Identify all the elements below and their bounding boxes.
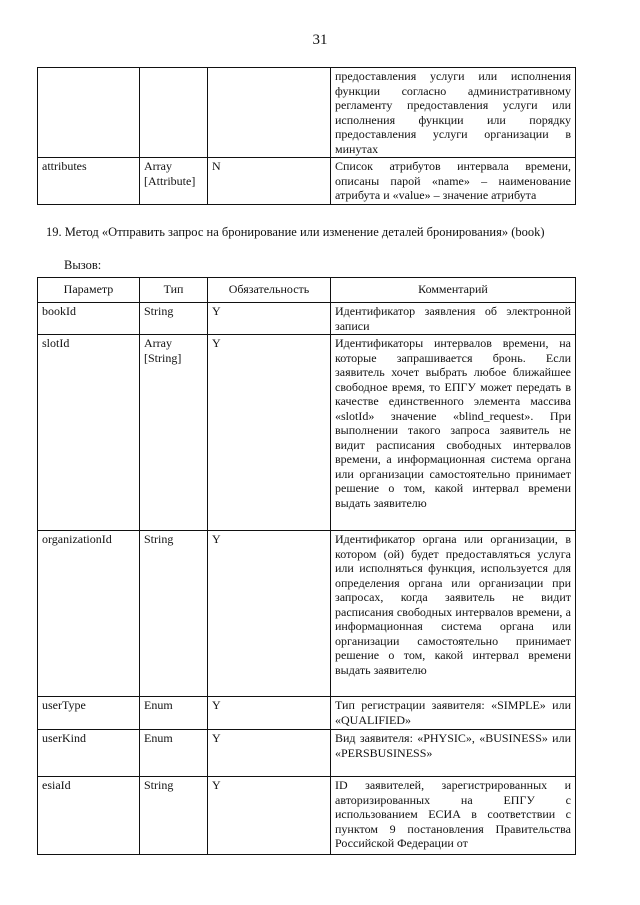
comment-cell: Идентификатор органа или организации, в котором (ой) будет предоставляться услуга или исполняться функция, используется для определения органа или организации при запросах, когда заявитель не видит расписания свободных интервалов времени, а информационная система органа или организации самостоятельно принимает решение о том, какой интервал времени выдать заявителю (331, 531, 576, 697)
table-row (38, 303, 576, 335)
param-cell: esiaId (38, 777, 140, 855)
required-cell: Y (208, 531, 331, 697)
type-cell: String (140, 531, 208, 697)
required-cell: N (208, 158, 331, 205)
comment-cell: предоставления услуги или исполнения функции согласно административному регламенту предоставления услуги или исполнения функции или порядку предоставления услуги организации в минутах (331, 68, 576, 158)
required-cell: Y (208, 697, 331, 730)
param-cell: userType (38, 697, 140, 730)
table-row (38, 68, 576, 158)
required-cell: Y (208, 335, 331, 531)
comment-cell: Список атрибутов интервала времени, описаны парой «name» – наименование атрибута и «value» – значение атрибута (331, 158, 576, 205)
required-cell: Y (208, 730, 331, 777)
header-type: Тип (140, 278, 208, 303)
required-cell (208, 68, 331, 158)
type-cell: Array [String] (140, 335, 208, 531)
param-cell: userKind (38, 730, 140, 777)
table-row (38, 158, 576, 205)
table-row (38, 777, 576, 855)
type-cell: Enum (140, 730, 208, 777)
book-method-parameters-table (37, 277, 576, 855)
table-row (38, 531, 576, 697)
call-label: Вызов: (64, 258, 102, 272)
header-required: Обязательность (208, 278, 331, 303)
comment-cell: Вид заявителя: «PHYSIC», «BUSINESS» или «PERSBUSINESS» (331, 730, 576, 777)
comment-cell: ID заявителей, зарегистрированных и авторизированных на ЕПГУ с использованием ЕСИА в соответствии с пунктом 9 постановления Правительства Российской Федерации от (331, 777, 576, 855)
type-cell: Enum (140, 697, 208, 730)
type-cell: String (140, 303, 208, 335)
page-number: 31 (312, 32, 328, 48)
continued-attributes-table (37, 67, 576, 205)
table-row (38, 730, 576, 777)
param-cell: organizationId (38, 531, 140, 697)
comment-cell: Идентификаторы интервалов времени, на которые запрашивается бронь. Если заявитель хочет выбрать любое ближайшее свободное время, то ЕПГУ может передать в качестве единственного элемента массива «slotId» значение «blind_request». При выполнении такого запроса заявитель не видит расписания свободных интервалов времени, а информационная система органа или организации самостоятельно принимает решение о том, какой интервал времени выдать заявителю (331, 335, 576, 531)
param-cell: attributes (38, 158, 140, 205)
type-cell: Array [Attribute] (140, 158, 208, 205)
header-comment: Комментарий (331, 278, 576, 303)
param-cell: slotId (38, 335, 140, 531)
type-cell: String (140, 777, 208, 855)
required-cell: Y (208, 303, 331, 335)
table-header-row (38, 278, 576, 303)
type-cell (140, 68, 208, 158)
comment-cell: Идентификатор заявления об электронной записи (331, 303, 576, 335)
required-cell: Y (208, 777, 331, 855)
param-cell: bookId (38, 303, 140, 335)
header-parameter: Параметр (38, 278, 140, 303)
table-row (38, 697, 576, 730)
section-heading: 19. Метод «Отправить запрос на бронирование или изменение деталей бронирования» (book) (46, 225, 545, 239)
param-cell (38, 68, 140, 158)
comment-cell: Тип регистрации заявителя: «SIMPLE» или «QUALIFIED» (331, 697, 576, 730)
table-row (38, 335, 576, 531)
